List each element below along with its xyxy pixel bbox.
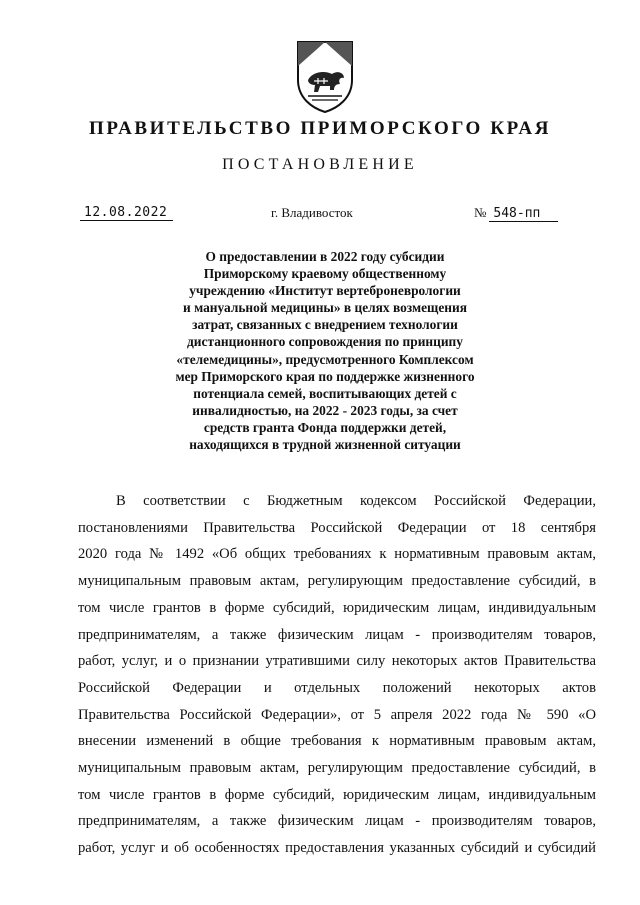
body-line: работ, услуг и об особенностях предоставления указанных субсидий и субсидий [78,840,596,857]
document-date: 12.08.2022 [80,205,173,221]
number-value: 548-пп [489,206,558,222]
title-line: дистанционного сопровождения по принципу [187,334,463,350]
title-line: находящихся в трудной жизненной ситуации [189,437,461,453]
title-line: потенциала семей, воспитывающих детей с [193,385,457,401]
title-line: и мануальной медицины» в целях возмещения [183,300,467,316]
title-line: затрат, связанных с внедрением технологии [192,317,458,333]
body-line: том числе грантов в форме субсидий, юридическим лицам, индивидуальным [78,599,596,616]
document-city: г. Владивосток [271,205,353,220]
title-line: О предоставлении в 2022 году субсидии [205,249,445,264]
document-type: ПОСТАНОВЛЕНИЕ [222,156,418,173]
body-line: 2020 года № 1492 «Об общих требованиях к нормативным правовым актам, [78,546,596,563]
body-line: муниципальным правовым актам, регулирующим предоставление субсидий, в [78,760,596,777]
body-line: предпринимателям, а также физическим лицам - производителям товаров, [78,813,596,830]
title-line: средств гранта Фонда поддержки детей, [203,419,447,435]
document-title [140,248,510,453]
authority-name: ПРАВИТЕЛЬСТВО ПРИМОРСКОГО КРАЯ [88,118,552,139]
body-line: том числе грантов в форме субсидий, юридическим лицам, индивидуальным [78,786,596,803]
title-line: Приморскому краевому общественному [203,266,447,282]
document-number [474,205,558,221]
coat-of-arms-icon [294,40,356,114]
body-line: Правительства Российской Федерации», от 5 апреля 2022 года № 590 «О [78,706,596,723]
title-line: «телемедицины», предусмотренного Комплексом [176,351,474,367]
body-line: В соответствии с Бюджетным кодексом Российской Федерации, [116,493,596,509]
body-line: предпринимателям, а также физическим лицам - производителям товаров, [78,626,596,643]
body-line: Российской Федерации и отдельных положений некоторых актов [78,679,596,696]
body-line: постановлениями Правительства Российской Федерации от 18 сентября [78,519,596,536]
number-prefix: № [474,205,487,220]
body-line: муниципальным правовым актам, регулирующим предоставление субсидий, в [78,573,596,590]
title-line: учреждению «Институт вертеброневрологии [189,283,461,299]
body-paragraph [78,488,596,862]
body-line: работ, услуг, и о признании утратившими силу некоторых актов Правительства [78,653,596,670]
document-meta-row [0,205,640,225]
title-line: мер Приморского края по поддержке жизненного [175,368,475,384]
title-line: инвалидностью, на 2022 - 2023 годы, за счет [192,402,458,418]
body-line: внесении изменений в общие требования к нормативным правовым актам, [78,733,596,750]
